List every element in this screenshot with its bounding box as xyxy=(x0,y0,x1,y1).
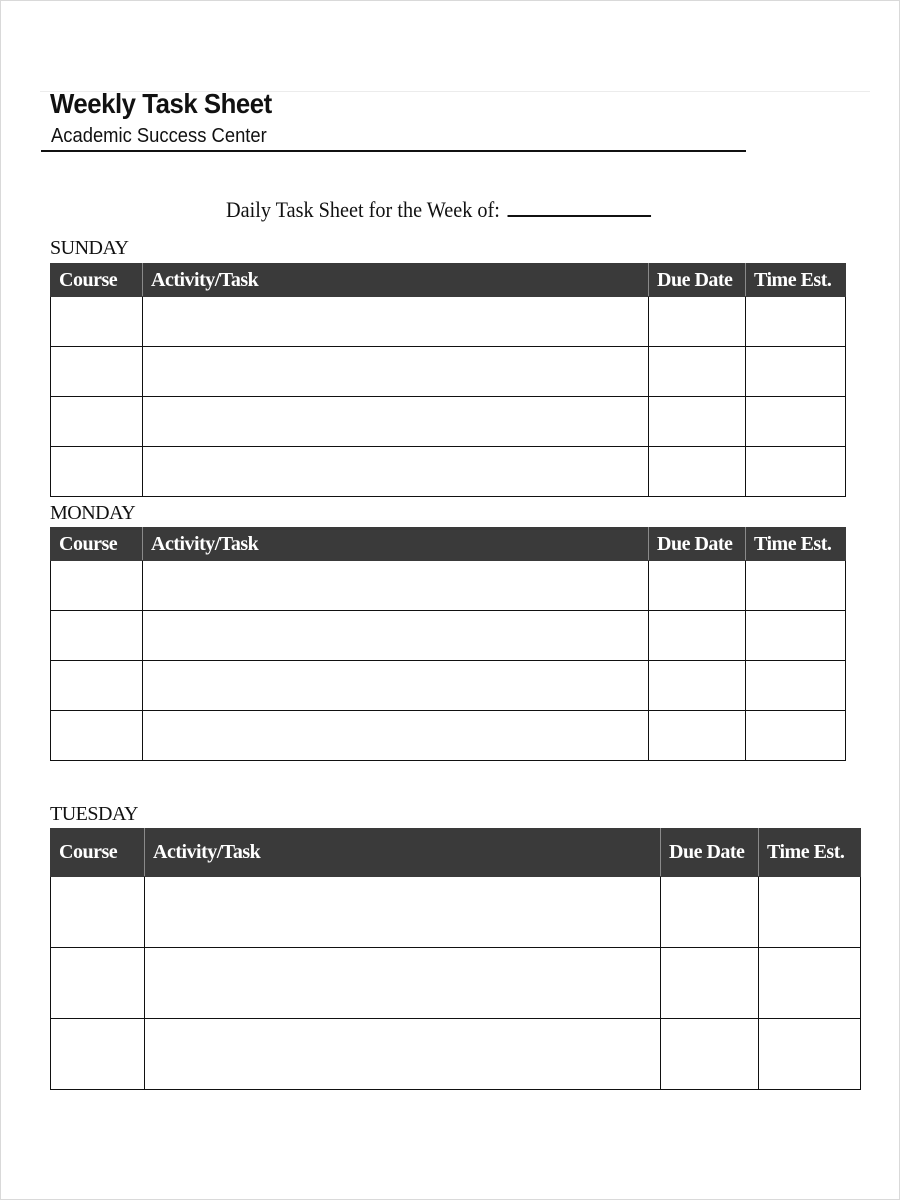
due-date-cell[interactable] xyxy=(649,661,746,711)
table-row xyxy=(51,611,846,661)
course-cell[interactable] xyxy=(51,877,145,948)
table-row xyxy=(51,561,846,611)
due-date-cell[interactable] xyxy=(649,711,746,761)
time-est-cell[interactable] xyxy=(746,561,846,611)
activity-cell[interactable] xyxy=(143,297,649,347)
course-cell[interactable] xyxy=(51,347,143,397)
table-row xyxy=(51,1019,861,1090)
due-date-cell[interactable] xyxy=(649,297,746,347)
course-cell[interactable] xyxy=(51,948,145,1019)
day-label-monday: MONDAY xyxy=(50,502,136,524)
tuesday-task-table xyxy=(50,828,861,1090)
day-label-tuesday: TUESDAY xyxy=(50,803,138,825)
time-est-cell[interactable] xyxy=(746,611,846,661)
column-header-time-est: Time Est. xyxy=(746,528,846,561)
table-row xyxy=(51,711,846,761)
table-row xyxy=(51,661,846,711)
time-est-cell[interactable] xyxy=(746,447,846,497)
activity-cell[interactable] xyxy=(145,1019,661,1090)
table-row xyxy=(51,948,861,1019)
course-cell[interactable] xyxy=(51,297,143,347)
table-header-row xyxy=(51,264,846,297)
sunday-task-table xyxy=(50,263,846,497)
course-cell[interactable] xyxy=(51,711,143,761)
time-est-cell[interactable] xyxy=(746,347,846,397)
column-header-due-date: Due Date xyxy=(661,829,759,877)
course-cell[interactable] xyxy=(51,447,143,497)
due-date-cell[interactable] xyxy=(649,611,746,661)
document-title: Weekly Task Sheet xyxy=(50,88,272,119)
activity-cell[interactable] xyxy=(143,561,649,611)
table-row xyxy=(51,447,846,497)
activity-cell[interactable] xyxy=(143,447,649,497)
time-est-cell[interactable] xyxy=(746,397,846,447)
document-subtitle: Academic Success Center xyxy=(51,125,267,147)
column-header-due-date: Due Date xyxy=(649,264,746,297)
table-row xyxy=(51,297,846,347)
column-header-activity: Activity/Task xyxy=(145,829,661,877)
column-header-course: Course xyxy=(51,264,143,297)
course-cell[interactable] xyxy=(51,661,143,711)
column-header-time-est: Time Est. xyxy=(746,264,846,297)
due-date-cell[interactable] xyxy=(649,347,746,397)
due-date-cell[interactable] xyxy=(649,447,746,497)
course-cell[interactable] xyxy=(51,1019,145,1090)
header-divider xyxy=(41,150,746,152)
table-row xyxy=(51,347,846,397)
due-date-cell[interactable] xyxy=(661,877,759,948)
column-header-activity: Activity/Task xyxy=(143,264,649,297)
due-date-cell[interactable] xyxy=(649,561,746,611)
due-date-cell[interactable] xyxy=(661,1019,759,1090)
column-header-course: Course xyxy=(51,528,143,561)
course-cell[interactable] xyxy=(51,561,143,611)
week-of-line xyxy=(226,197,651,223)
table-header-row xyxy=(51,829,861,877)
course-cell[interactable] xyxy=(51,397,143,447)
table-row xyxy=(51,877,861,948)
time-est-cell[interactable] xyxy=(759,1019,861,1090)
time-est-cell[interactable] xyxy=(746,711,846,761)
time-est-cell[interactable] xyxy=(746,661,846,711)
time-est-cell[interactable] xyxy=(759,948,861,1019)
week-of-label: Daily Task Sheet for the Week of: xyxy=(226,197,500,222)
column-header-activity: Activity/Task xyxy=(143,528,649,561)
day-label-sunday: SUNDAY xyxy=(50,237,129,259)
activity-cell[interactable] xyxy=(143,661,649,711)
activity-cell[interactable] xyxy=(143,397,649,447)
week-of-blank[interactable] xyxy=(507,197,651,217)
activity-cell[interactable] xyxy=(143,347,649,397)
activity-cell[interactable] xyxy=(145,877,661,948)
time-est-cell[interactable] xyxy=(759,877,861,948)
activity-cell[interactable] xyxy=(143,611,649,661)
table-row xyxy=(51,397,846,447)
due-date-cell[interactable] xyxy=(661,948,759,1019)
column-header-time-est: Time Est. xyxy=(759,829,861,877)
table-header-row xyxy=(51,528,846,561)
activity-cell[interactable] xyxy=(143,711,649,761)
column-header-due-date: Due Date xyxy=(649,528,746,561)
column-header-course: Course xyxy=(51,829,145,877)
activity-cell[interactable] xyxy=(145,948,661,1019)
time-est-cell[interactable] xyxy=(746,297,846,347)
course-cell[interactable] xyxy=(51,611,143,661)
monday-task-table xyxy=(50,527,846,761)
due-date-cell[interactable] xyxy=(649,397,746,447)
